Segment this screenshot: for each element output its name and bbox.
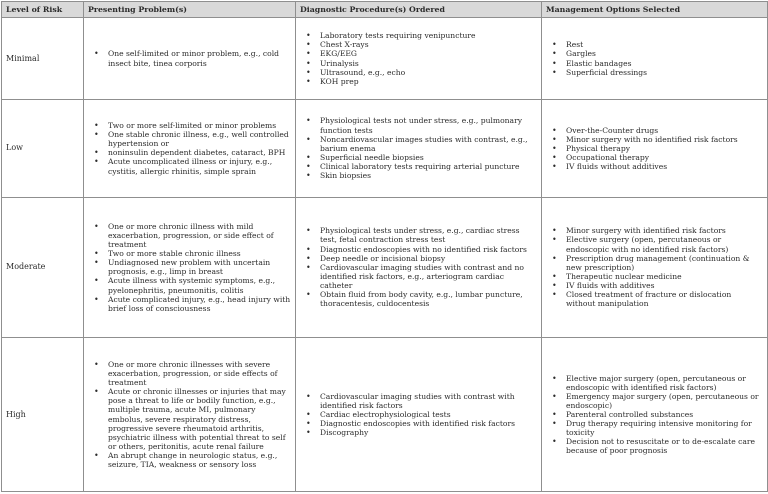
management-cell	[542, 197, 768, 338]
list-item: • Superficial dressings	[552, 68, 763, 77]
list-item: • Noncardiovascular images studies with contrast, e.g., barium enema	[306, 135, 537, 153]
management-cell	[542, 18, 768, 100]
list-item: • Drug therapy requiring intensive monitoring for toxicity	[552, 419, 763, 437]
problems-cell	[84, 338, 296, 492]
problems-list	[88, 360, 291, 469]
list-item: • noninsulin dependent diabetes, cataract, BPH	[94, 148, 291, 157]
procedures-cell	[296, 197, 542, 338]
list-item: • Over-the-Counter drugs	[552, 126, 763, 135]
level-cell: Moderate	[2, 197, 84, 338]
list-item: • Therapeutic nuclear medicine	[552, 272, 763, 281]
list-item: • Physical therapy	[552, 144, 763, 153]
list-item: • Physiological tests under stress, e.g., cardiac stress test, fetal contraction stress test	[306, 226, 537, 244]
row-low	[2, 100, 768, 197]
list-item: • Diagnostic endoscopies with no identified risk factors	[306, 245, 537, 254]
list-item: • EKG/EEG	[306, 49, 537, 58]
list-item: • Diagnostic endoscopies with identified risk factors	[306, 419, 537, 428]
list-item: • Elective major surgery (open, percutaneous or endoscopic with identified risk factors)	[552, 374, 763, 392]
list-item: • Acute complicated injury, e.g., head injury with brief loss of consciousness	[94, 295, 291, 313]
header-management-options: Management Options Selected	[542, 2, 768, 18]
management-cell	[542, 338, 768, 492]
table-header-row	[2, 2, 768, 18]
list-item: • Minor surgery with identified risk factors	[552, 226, 763, 235]
procedures-cell	[296, 338, 542, 492]
management-list	[546, 40, 763, 76]
list-item: • Undiagnosed new problem with uncertain prognosis, e.g., limp in breast	[94, 258, 291, 276]
level-cell: Minimal	[2, 18, 84, 100]
list-item: • Physiological tests not under stress, e.g., pulmonary function tests	[306, 116, 537, 134]
list-item: • Cardiovascular imaging studies with contrast and no identified risk factors, e.g., arteriogram cardiac catheter	[306, 263, 537, 290]
list-item: • IV fluids with additives	[552, 281, 763, 290]
problems-cell	[84, 100, 296, 197]
list-item: • Chest X-rays	[306, 40, 537, 49]
list-item: • Clinical laboratory tests requiring arterial puncture	[306, 162, 537, 171]
list-item: • Two or more stable chronic illness	[94, 249, 291, 258]
problems-cell	[84, 18, 296, 100]
procedures-cell	[296, 100, 542, 197]
list-item: • Elective surgery (open, percutaneous or endoscopic with no identified risk factors)	[552, 235, 763, 253]
risk-table-container	[1, 1, 767, 492]
problems-list	[88, 222, 291, 313]
management-cell	[542, 100, 768, 197]
list-item: • Cardiovascular imaging studies with contrast with identified risk factors	[306, 392, 537, 410]
list-item: • Discography	[306, 428, 537, 437]
list-item: • Cardiac electrophysiological tests	[306, 410, 537, 419]
list-item: • Rest	[552, 40, 763, 49]
procedures-list	[300, 392, 537, 438]
row-high	[2, 338, 768, 492]
list-item: • Ultrasound, e.g., echo	[306, 68, 537, 77]
list-item: • One or more chronic illnesses with severe exacerbation, progression, or side effects of treatment	[94, 360, 291, 387]
level-cell: Low	[2, 100, 84, 197]
list-item: • Acute illness with systemic symptoms, e.g., pyelonephritis, pneumonitis, colitis	[94, 276, 291, 294]
list-item: • Superficial needle biopsies	[306, 153, 537, 162]
list-item: • An abrupt change in neurologic status, e.g., seizure, TIA, weakness or sensory loss	[94, 451, 291, 469]
list-item: • One stable chronic illness, e.g., well controlled hypertension or	[94, 130, 291, 148]
level-cell: High	[2, 338, 84, 492]
list-item: • Obtain fluid from body cavity, e.g., lumbar puncture, thoracentesis, culdocentesis	[306, 290, 537, 308]
list-item: • Skin biopsies	[306, 171, 537, 180]
management-list	[546, 126, 763, 172]
header-diagnostic-procedures: Diagnostic Procedure(s) Ordered	[296, 2, 542, 18]
list-item: • Emergency major surgery (open, percutaneous or endoscopic)	[552, 392, 763, 410]
problems-list	[88, 121, 291, 176]
list-item: • Elastic bandages	[552, 59, 763, 68]
problems-cell	[84, 197, 296, 338]
row-moderate	[2, 197, 768, 338]
list-item: • Gargles	[552, 49, 763, 58]
procedures-cell	[296, 18, 542, 100]
list-item: • Occupational therapy	[552, 153, 763, 162]
list-item: • Urinalysis	[306, 59, 537, 68]
procedures-list	[300, 226, 537, 308]
list-item: • Laboratory tests requiring venipuncture	[306, 31, 537, 40]
list-item: • KOH prep	[306, 77, 537, 86]
list-item: • One or more chronic illness with mild exacerbation, progression, or side effect of treatment	[94, 222, 291, 249]
list-item: • Minor surgery with no identified risk factors	[552, 135, 763, 144]
header-level-of-risk: Level of Risk	[2, 2, 84, 18]
list-item: • Decision not to resuscitate or to de-escalate care because of poor prognosis	[552, 437, 763, 455]
row-minimal	[2, 18, 768, 100]
list-item: • Acute uncomplicated illness or injury, e.g., cystitis, allergic rhinitis, simple sprain	[94, 157, 291, 175]
procedures-list	[300, 31, 537, 86]
list-item: • Acute or chronic illnesses or injuries that may pose a threat to life or bodily function, e.g., multiple trauma, acute MI, pulmonary embolus, severe respiratory distress, progressive severe rheumatoid arthritis, psychiatric illness with potential threat to self or others, peritonitis, acute renal failure	[94, 387, 291, 451]
list-item: • IV fluids without additives	[552, 162, 763, 171]
risk-level-table	[1, 1, 768, 492]
list-item: • Two or more self-limited or minor problems	[94, 121, 291, 130]
list-item: • Prescription drug management (continuation & new prescription)	[552, 254, 763, 272]
management-list	[546, 374, 763, 456]
list-item: • Deep needle or incisional biopsy	[306, 254, 537, 263]
problems-list	[88, 49, 291, 67]
management-list	[546, 226, 763, 308]
list-item: • Parenteral controlled substances	[552, 410, 763, 419]
header-presenting-problems: Presenting Problem(s)	[84, 2, 296, 18]
list-item: • One self-limited or minor problem, e.g., cold insect bite, tinea corporis	[94, 49, 291, 67]
procedures-list	[300, 116, 537, 180]
list-item: • Closed treatment of fracture or dislocation without manipulation	[552, 290, 763, 308]
